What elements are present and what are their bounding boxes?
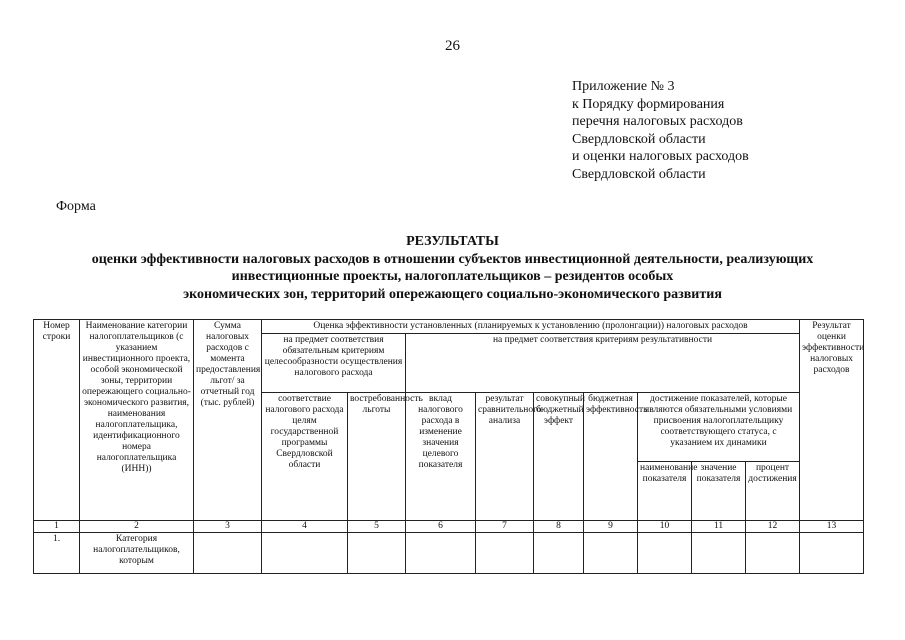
header-comparative: результат сравнительного анализа bbox=[476, 393, 534, 521]
header-indicator-percent: процент достижения bbox=[746, 462, 800, 521]
column-number: 5 bbox=[348, 521, 406, 533]
header-row-number: Номер строки bbox=[34, 320, 80, 521]
document-title bbox=[0, 233, 905, 303]
column-number: 12 bbox=[746, 521, 800, 533]
header-indicator-value: значение показателя bbox=[692, 462, 746, 521]
header-indicators-group: достижение показателей, которые являются обязательными условиями присвоения налогоплательщику соответствующего статуса, с указанием их динамики bbox=[638, 393, 800, 462]
header-performance-criteria: на предмет соответствия критериям результативности bbox=[406, 334, 800, 393]
page-number: 26 bbox=[445, 38, 460, 54]
appendix-line: перечня налоговых расходов bbox=[572, 114, 743, 129]
header-expense-sum: Сумма налоговых расходов с момента предоставления льгот/ за отчетный год (тыс. рублей) bbox=[194, 320, 262, 521]
column-number: 1 bbox=[34, 521, 80, 533]
row-number: 1. bbox=[34, 533, 80, 574]
appendix-line: к Порядку формирования bbox=[572, 96, 725, 112]
table-cell bbox=[406, 533, 476, 574]
row-category: Категория налогоплательщиков, которым bbox=[80, 533, 194, 574]
header-demand: востребованность льготы bbox=[348, 393, 406, 521]
table-cell bbox=[476, 533, 534, 574]
header-taxpayers-name: Наименование категории налогоплательщиков (с указанием инвестиционного проекта, особой экономической зоны, территории опережающего социально-экономического развития, наименования налогоплательщика, идентификационного номера налогоплательщика (ИНН)) bbox=[80, 320, 194, 521]
header-state-program: соответствие налогового расхода целям государственной программы Свердловской области bbox=[262, 393, 348, 521]
appendix-line: Приложение № 3 bbox=[572, 79, 675, 94]
column-number-row bbox=[34, 521, 864, 533]
results-table bbox=[33, 319, 864, 574]
table-cell bbox=[638, 533, 692, 574]
header-aggregate-effect: совокупный бюджетный эффект bbox=[534, 393, 584, 521]
column-number: 4 bbox=[262, 521, 348, 533]
header-result: Результат оценки эффективности налоговых расходов bbox=[800, 320, 864, 521]
column-number: 9 bbox=[584, 521, 638, 533]
appendix-line: Свердловской области bbox=[572, 166, 706, 182]
table-cell bbox=[800, 533, 864, 574]
header-mandatory-criteria: на предмет соответствия обязательным критериям целесообразности осуществления налогового расхода bbox=[262, 334, 406, 393]
table-cell bbox=[348, 533, 406, 574]
title-heading: РЕЗУЛЬТАТЫ bbox=[406, 234, 499, 249]
form-label: Форма bbox=[56, 199, 96, 214]
header-efficiency-group: Оценка эффективности установленных (планируемых к установлению (пролонгации)) налоговых расходов bbox=[262, 320, 800, 334]
column-number: 13 bbox=[800, 521, 864, 533]
header-row bbox=[34, 320, 864, 334]
appendix-line: Свердловской области bbox=[572, 131, 706, 147]
header-indicator-name: наименование показателя bbox=[638, 462, 692, 521]
appendix-line: и оценки налоговых расходов bbox=[572, 149, 749, 164]
header-budget-efficiency: бюджетная эффективность bbox=[584, 393, 638, 521]
table-cell bbox=[746, 533, 800, 574]
appendix-block bbox=[572, 78, 749, 183]
column-number: 8 bbox=[534, 521, 584, 533]
title-line: инвестиционные проекты, налогоплательщиков – резидентов особых bbox=[231, 269, 674, 284]
table-cell bbox=[534, 533, 584, 574]
title-line: экономических зон, территорий опережающего социально-экономического развития bbox=[183, 286, 722, 302]
title-line: оценки эффективности налоговых расходов в отношении субъектов инвестиционной деятельности, реализующих bbox=[91, 251, 814, 267]
column-number: 10 bbox=[638, 521, 692, 533]
column-number: 2 bbox=[80, 521, 194, 533]
table-cell bbox=[194, 533, 262, 574]
column-number: 3 bbox=[194, 521, 262, 533]
header-contribution: вклад налогового расхода в изменение значения целевого показателя bbox=[406, 393, 476, 521]
table-cell bbox=[262, 533, 348, 574]
column-number: 7 bbox=[476, 521, 534, 533]
column-number: 6 bbox=[406, 521, 476, 533]
table-cell bbox=[692, 533, 746, 574]
table-row bbox=[34, 533, 864, 574]
column-number: 11 bbox=[692, 521, 746, 533]
table-cell bbox=[584, 533, 638, 574]
